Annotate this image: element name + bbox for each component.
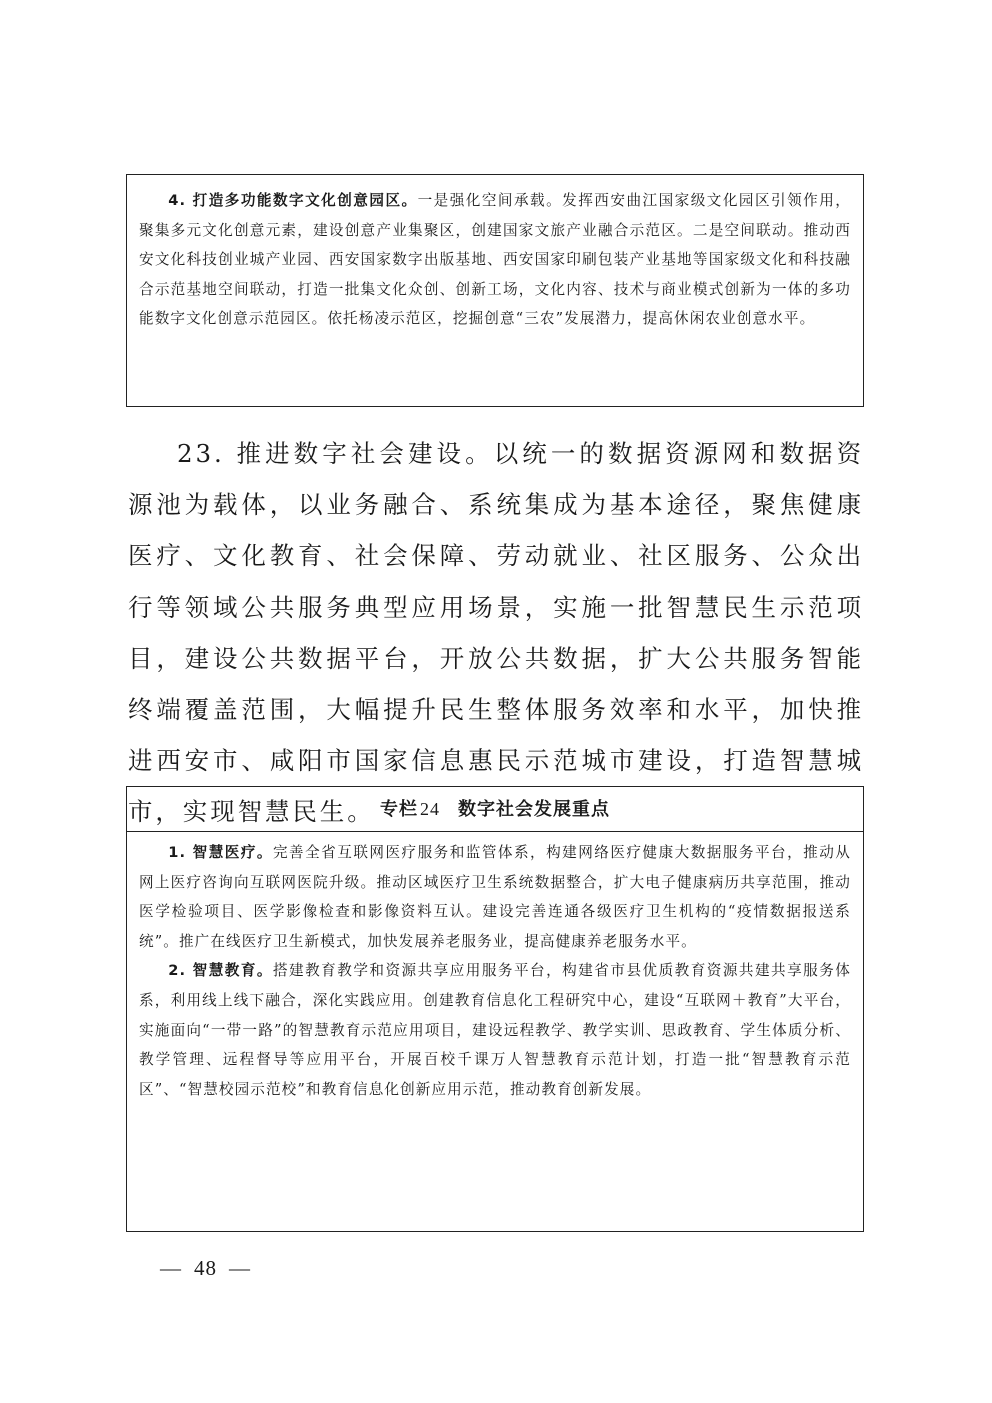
column-item-smart-education	[139, 956, 851, 1104]
page-dash-right: —	[229, 1256, 251, 1280]
column-title-number: 24	[420, 799, 440, 819]
page-number-value: 48	[194, 1256, 217, 1280]
box1-text: 一是强化空间承载。发挥西安曲江国家级文化园区引领作用，聚集多元文化创意元素，建设创意产业集聚区，创建国家文旅产业融合示范区。二是空间联动。推动西安文化科技创业城产业园、西安国家数字出版基地、西安国家印刷包装产业基地等国家级文化和科技融合示范基地空间联动，打造一批集文化众创、创新工场，文化内容、技术与商业模式创新为一体的多功能数字文化创意示范园区。依托杨凌示范区，挖掘创意“三农”发展潜力，提高休闲农业创意水平。	[139, 192, 852, 328]
page-dash-left: —	[160, 1256, 182, 1280]
column-item-lead: 2. 智慧教育。	[168, 962, 273, 980]
feature-box-cultural-park	[126, 174, 864, 407]
column-title-text: 数字社会发展重点	[458, 799, 610, 820]
column-item-text: 完善全省互联网医疗服务和监管体系，构建网络医疗健康大数据服务平台，推动从网上医疗咨询向互联网医院升级。推动区域医疗卫生系统数据整合，扩大电子健康病历共享范围，推动医学检验项目、医学影像检查和影像资料互认。建设完善连通各级医疗卫生机构的“疫情数据报送系统”。推广在线医疗卫生新模式，加快发展养老服务业，提高健康养老服务水平。	[139, 844, 851, 950]
column-item-text: 搭建教育教学和资源共享应用服务平台，构建省市县优质教育资源共建共享服务体系，利用线上线下融合，深化实践应用。创建教育信息化工程研究中心，建设“互联网＋教育”大平台，实施面向“一带一路”的智慧教育示范应用项目，建设远程教学、教学实训、思政教育、学生体质分析、教学管理、远程督导等应用平台，开展百校千课万人智慧教育示范计划，打造一批“智慧教育示范区”、“智慧校园示范校”和教育信息化创新应用示范，推动教育创新发展。	[139, 962, 851, 1098]
column-box-body	[127, 832, 863, 1104]
column-box-24	[126, 786, 864, 1232]
column-title-prefix: 专栏	[380, 799, 418, 820]
column-box-title	[127, 787, 863, 832]
box1-paragraph	[139, 186, 851, 334]
column-item-lead: 1. 智慧医疗。	[168, 844, 273, 861]
column-item-smart-healthcare	[139, 838, 851, 956]
box1-lead: 4. 打造多功能数字文化创意园区。	[168, 192, 418, 209]
page-number	[160, 1256, 251, 1281]
main-paragraph: 23. 推进数字社会建设。以统一的数据资源网和数据资源池为载体，以业务融合、系统集成为基本途径，聚焦健康医疗、文化教育、社会保障、劳动就业、社区服务、公众出行等领域公共服务典型应用场景，实施一批智慧民生示范项目，建设公共数据平台，开放公共数据，扩大公共服务智能终端覆盖范围，大幅提升民生整体服务效率和水平，加快推进西安市、咸阳市国家信息惠民示范城市建设，打造智慧城市，实现智慧民生。	[128, 439, 864, 827]
